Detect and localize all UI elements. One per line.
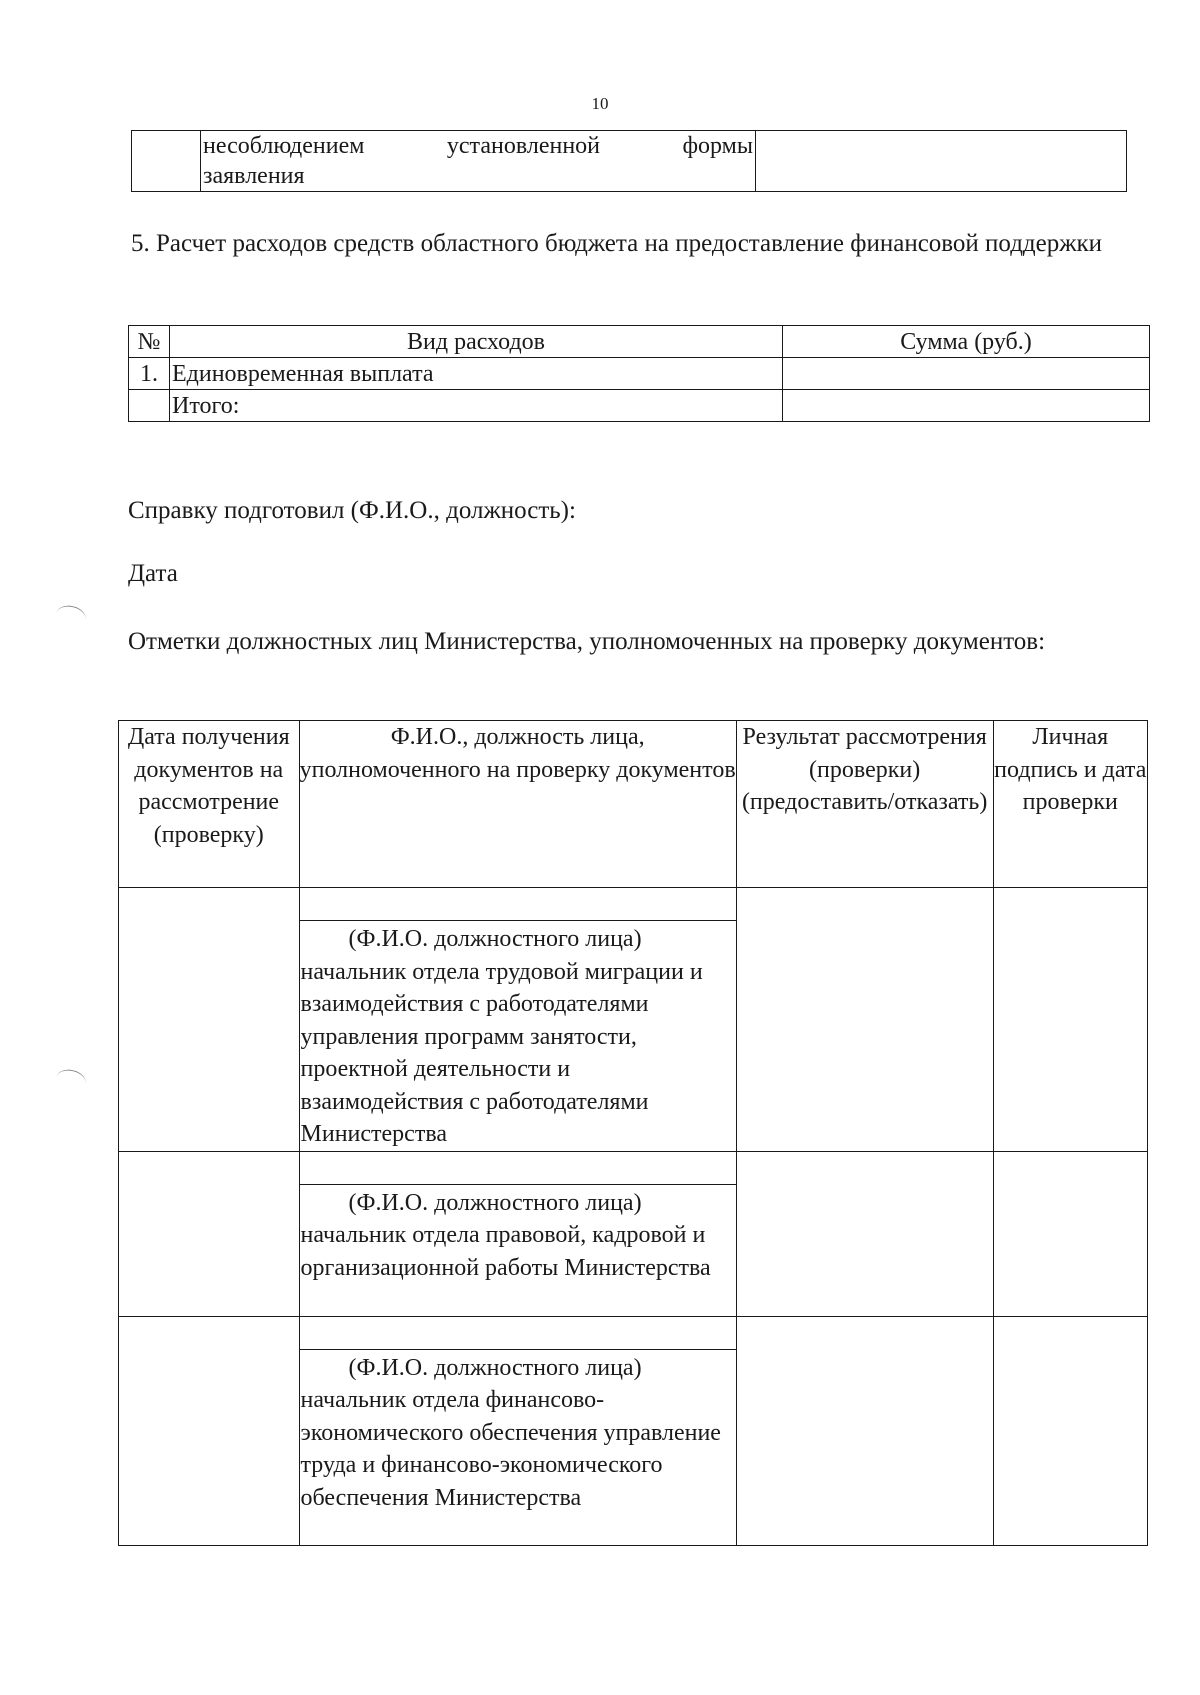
table-row [129,390,1150,422]
marks-intro: Отметки должностных лиц Министерства, уполномоченных на проверку документов: [128,628,1046,655]
table-header-row [129,326,1150,358]
name-blank-line [300,888,736,921]
official-cell [299,888,736,1152]
official-cell [299,1316,736,1545]
official-cell [299,1151,736,1316]
condition-word: формы [682,133,753,159]
name-blank-line [300,1152,736,1185]
scan-artifact-mark [54,1067,88,1095]
column-header-signature: Личная подпись и дата проверки [993,721,1147,888]
expense-type: Единовременная выплата [170,358,783,390]
official-name-label: (Ф.И.О. должностного лица) [348,926,642,952]
result-cell [736,888,993,1152]
column-header-official: Ф.И.О., должность лица, уполномоченного на проверку документов [299,721,736,888]
table-row [119,1316,1148,1545]
table-row [119,1151,1148,1316]
prepared-by-label: Справку подготовил (Ф.И.О., должность): [128,497,576,524]
page-number: 10 [591,94,609,113]
table-row [132,131,1127,192]
signature-cell [993,1151,1147,1316]
condition-line: заявления [203,163,305,189]
signature-cell [993,888,1147,1152]
result-cell [736,1151,993,1316]
continuation-table [131,130,1127,192]
condition-word: несоблюдением [203,133,365,159]
date-cell [119,1316,300,1545]
date-cell [119,888,300,1152]
expense-sum [783,358,1150,390]
column-header-result: Результат рассмотрения (проверки) (предоставить/отказать) [736,721,993,888]
signature-cell [993,1316,1147,1545]
table-header-row [119,721,1148,888]
official-position: начальник отдела правовой, кадровой и организационной работы Министерства [300,1222,711,1281]
column-header-number: № [129,326,170,358]
result-cell [736,1316,993,1545]
official-position: начальник отдела финансово-экономического обеспечения управление труда и финансово-экономического обеспечения Министерства [300,1387,721,1511]
empty-cell [132,131,201,192]
expense-type: Итого: [170,390,783,422]
section-heading: 5. Расчет расходов средств областного бюджета на предоставление финансовой поддержки [131,230,1103,257]
row-number: 1. [129,358,170,390]
expense-sum [783,390,1150,422]
official-name-label: (Ф.И.О. должностного лица) [348,1354,642,1381]
expenses-table [128,325,1150,422]
column-header-type: Вид расходов [170,326,783,358]
official-name-label: (Ф.И.О. должностного лица) [348,1189,642,1216]
marks-table [118,720,1148,1546]
name-blank-line [300,1317,736,1350]
condition-line [203,131,755,161]
date-cell [119,1151,300,1316]
table-row [119,888,1148,1152]
row-number [129,390,170,422]
condition-cell [201,131,756,192]
official-position: начальник отдела трудовой миграции и взаимодействия с работодателями управления программ занятости, проектной деятельности и взаимодействия с работодателями Министерства [300,958,703,1147]
column-header-date: Дата получения документов на рассмотрение (проверку) [119,721,300,888]
table-row [129,358,1150,390]
empty-cell [756,131,1127,192]
date-label: Дата [128,560,178,587]
condition-word: установленной [446,133,601,159]
scan-artifact-mark [54,603,88,631]
column-header-sum: Сумма (руб.) [783,326,1150,358]
